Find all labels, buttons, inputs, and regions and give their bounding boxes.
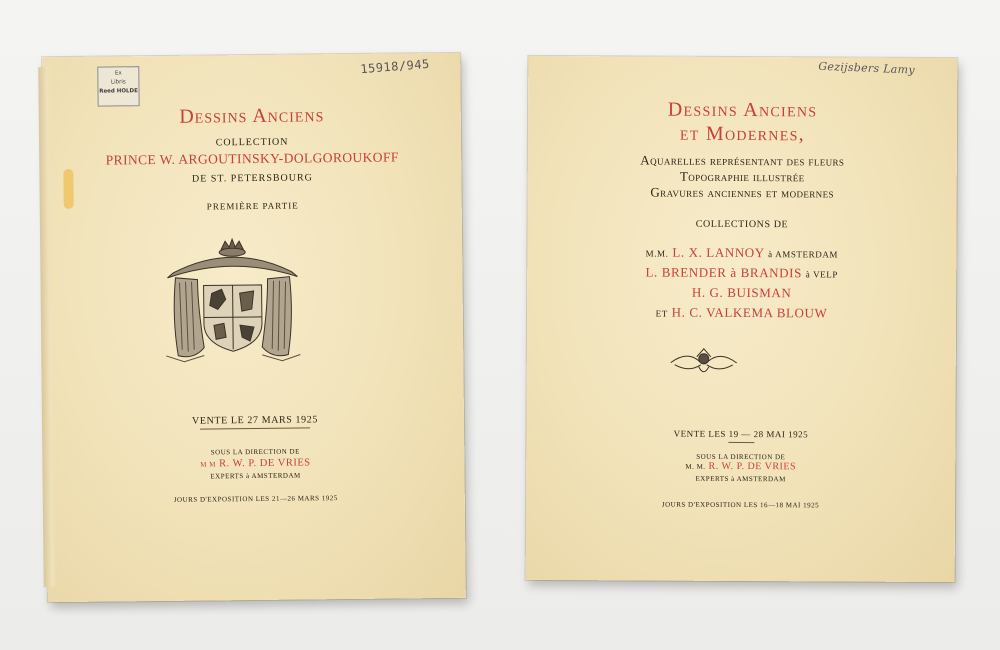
experts-name: R. W. P. DE VRIES xyxy=(219,457,311,470)
experts-name: R. W. P. DE VRIES xyxy=(708,460,797,473)
part-label: PREMIÈRE PARTIE xyxy=(206,200,299,212)
ex-libris-stamp: Ex Libris Reed HOLDE xyxy=(97,66,139,106)
sale-date: VENTE LES 19 — 28 MAI 1925 xyxy=(526,428,955,444)
handwritten-inventory-number: 15918/945 xyxy=(359,56,431,77)
ornament-icon xyxy=(669,347,739,379)
collector-line-1 xyxy=(527,244,956,262)
sale-date: VENTE LE 27 MARS 1925 xyxy=(46,413,464,431)
experts-city: EXPERTS à AMSTERDAM xyxy=(210,471,301,481)
handwritten-note: Gezijsbers Lamy xyxy=(818,59,916,77)
direction-label: SOUS LA DIRECTION DE xyxy=(696,452,786,462)
catalogue-title: Dessins Anciens xyxy=(179,104,325,128)
collector-line-2 xyxy=(527,264,956,282)
collector-city: à VELP xyxy=(805,269,839,280)
exhibition-days: JOURS D'EXPOSITION LES 16—18 MAI 1925 xyxy=(661,500,820,510)
coat-of-arms-icon xyxy=(163,237,302,368)
collector-name: H. C. VALKEMA BLOUW xyxy=(671,304,828,321)
experts-prefix: M M xyxy=(200,460,217,469)
collector-prefix: ET xyxy=(655,308,668,319)
experts-line xyxy=(526,460,955,473)
collection-label: COLLECTION xyxy=(215,136,289,149)
catalogue-cover-left xyxy=(42,53,466,602)
catalogue-title-line2: et Modernes, xyxy=(679,122,806,146)
collector-prefix: M.M. xyxy=(645,248,669,259)
experts-prefix: M. M. xyxy=(685,462,706,471)
catalogue-cover-right xyxy=(526,56,958,582)
divider-rule xyxy=(200,427,310,429)
collections-label: COLLECTIONS DE xyxy=(695,218,789,231)
collector-name: L. X. LANNOY xyxy=(672,244,765,261)
collector-name: L. BRENDER à BRANDIS xyxy=(645,264,802,281)
direction-label: SOUS LA DIRECTION DE xyxy=(210,447,300,457)
collector-city: à AMSTERDAM xyxy=(768,249,839,260)
subtitle-line1: Aquarelles représentant des fleurs xyxy=(640,152,845,169)
subtitle-line3: Gravures anciennes et modernes xyxy=(650,184,834,201)
collector-line-4 xyxy=(527,304,956,322)
subtitle-line2: Topographie illustrée xyxy=(679,168,805,185)
experts-city: EXPERTS à AMSTERDAM xyxy=(695,474,786,484)
collector-city: DE ST. PETERSBOURG xyxy=(191,172,313,185)
collector-name: PRINCE W. ARGOUTINSKY-DOLGOROUKOFF xyxy=(105,149,399,168)
collector-line-3: H. G. BUISMAN xyxy=(691,284,792,301)
divider-rule xyxy=(728,442,754,443)
catalogue-title-line1: Dessins Anciens xyxy=(667,98,818,122)
exhibition-days: JOURS D'EXPOSITION LES 21—26 MARS 1925 xyxy=(173,494,338,504)
